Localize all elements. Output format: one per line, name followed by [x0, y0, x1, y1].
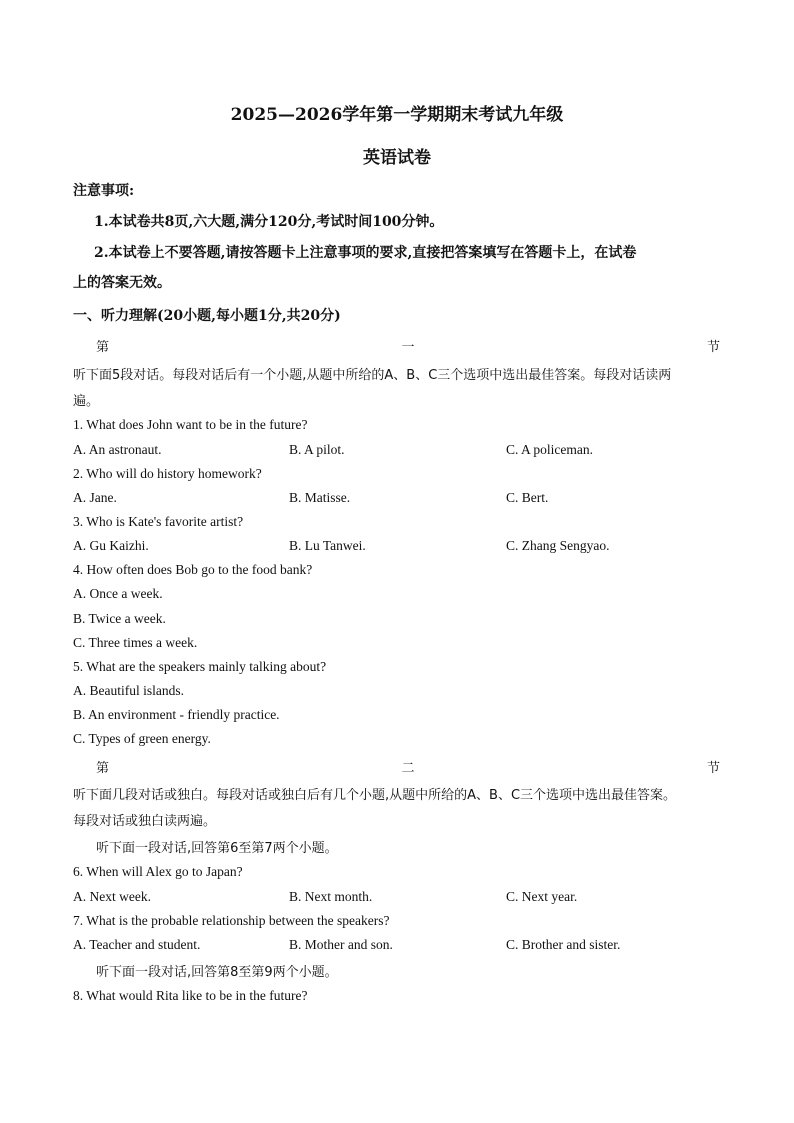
question-6-option-b: B. Next month. [289, 889, 373, 904]
question-4-stem: 4. How often does Bob go to the food bank? [73, 562, 313, 577]
section1-label [96, 336, 720, 355]
question-1-option-b: B. A pilot. [289, 442, 345, 457]
question-4-option-c: C. Three times a week. [73, 635, 198, 650]
section2-instruction-line-1: 听下面几段对话或独白。每段对话或独白后有几个小题,从题中所给的A、B、C三个选项中选出最佳答案。 [73, 788, 677, 803]
section1-instruction-line-2: 遍。 [73, 394, 100, 409]
question-3-stem: 3. Who is Kate's favorite artist? [73, 514, 244, 529]
part1-heading: 一、听力理解(20小题,每小题1分,共20分) [73, 308, 341, 324]
question-1-stem: 1. What does John want to be in the future? [73, 417, 308, 432]
question-1-option-a: A. An astronaut. [73, 442, 162, 457]
question-4-option-b: B. Twice a week. [73, 611, 166, 626]
section1-instruction-line-1: 听下面5段对话。每段对话后有一个小题,从题中所给的A、B、C三个选项中选出最佳答案。每段对话读两 [73, 368, 672, 383]
question-3-option-b: B. Lu Tanwei. [289, 538, 366, 553]
question-7-option-a: A. Teacher and student. [73, 937, 201, 952]
section-label-char: 第 [96, 761, 110, 776]
question-7-option-c: C. Brother and sister. [506, 937, 621, 952]
section2-subinstruction-1: 听下面一段对话,回答第6至第7两个小题。 [96, 841, 338, 856]
section-label-char: 节 [706, 761, 720, 776]
section2-label [96, 757, 720, 776]
question-5-option-a: A. Beautiful islands. [73, 683, 184, 698]
question-6-stem: 6. When will Alex go to Japan? [73, 864, 243, 879]
question-1-option-c: C. A policeman. [506, 442, 593, 457]
question-7-option-b: B. Mother and son. [289, 937, 393, 952]
question-2-stem: 2. Who will do history homework? [73, 466, 262, 481]
section2-subinstruction-2: 听下面一段对话,回答第8至第9两个小题。 [96, 965, 338, 980]
question-5-option-c: C. Types of green energy. [73, 731, 211, 746]
question-5-stem: 5. What are the speakers mainly talking about? [73, 659, 327, 674]
notice-item-2-line-2: 上的答案无效。 [73, 275, 171, 291]
notice-heading: 注意事项: [73, 183, 135, 199]
question-8-stem: 8. What would Rita like to be in the future? [73, 988, 308, 1003]
question-3-option-a: A. Gu Kaizhi. [73, 538, 149, 553]
notice-item-2-line-1: 2.本试卷上不要答题,请按答题卡上注意事项的要求,直接把答案填写在答题卡上，在试卷 [94, 245, 637, 261]
question-7-stem: 7. What is the probable relationship between the speakers? [73, 913, 390, 928]
question-4-option-a: A. Once a week. [73, 586, 163, 601]
exam-subtitle: 英语试卷 [363, 148, 431, 168]
question-2-option-b: B. Matisse. [289, 490, 351, 505]
section2-instruction-line-2: 每段对话或独白读两遍。 [73, 814, 217, 829]
question-2-option-a: A. Jane. [73, 490, 117, 505]
exam-title: 2025—2026学年第一学期期末考试九年级 [230, 105, 564, 125]
section-label-char: 第 [96, 340, 110, 355]
section-label-char: 一 [401, 340, 415, 355]
question-5-option-b: B. An environment - friendly practice. [73, 707, 280, 722]
question-6-option-a: A. Next week. [73, 889, 151, 904]
question-6-option-c: C. Next year. [506, 889, 578, 904]
section-label-char: 二 [401, 761, 415, 776]
notice-item-1: 1.本试卷共8页,六大题,满分120分,考试时间100分钟。 [94, 214, 444, 230]
section-label-char: 节 [706, 340, 720, 355]
question-2-option-c: C. Bert. [506, 490, 549, 505]
question-3-option-c: C. Zhang Sengyao. [506, 538, 610, 553]
